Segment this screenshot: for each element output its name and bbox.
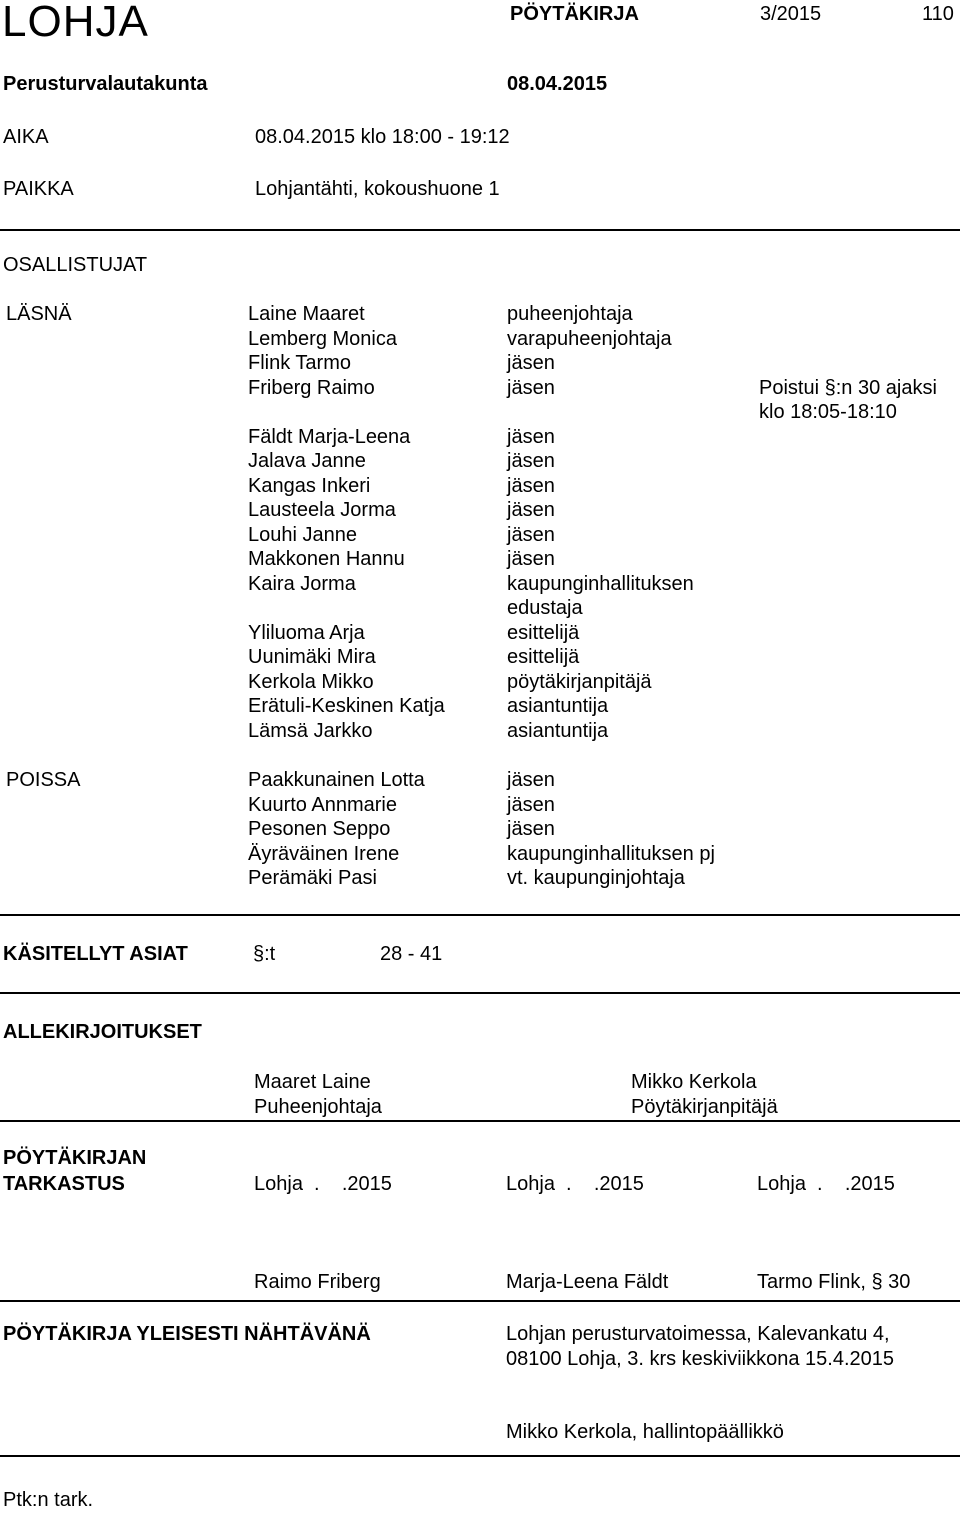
participant-role: jäsen: [507, 769, 555, 791]
participant-name: Fäldt Marja-Leena: [248, 425, 411, 448]
participant-role: puheenjohtaja: [507, 303, 633, 325]
note-line: klo 18:05-18:10: [759, 401, 897, 423]
participant-row: [0, 302, 960, 327]
participant-name: Perämäki Pasi: [248, 867, 377, 889]
review-date: Lohja . .2015: [506, 1173, 644, 1195]
public-location: Lohjan perusturvatoimessa, Kalevankatu 4,: [506, 1323, 890, 1345]
participant-name: Erätuli-Keskinen Katja: [248, 695, 445, 717]
participant-role: asiantuntija: [507, 719, 609, 742]
participant-role: jäsen: [507, 793, 555, 816]
divider: [0, 1455, 960, 1457]
aika-label: AIKA: [3, 126, 49, 148]
role-line: edustaja: [507, 597, 583, 619]
participant-row: [0, 645, 960, 670]
participant-row: [0, 498, 960, 523]
signatures-label: ALLEKIRJOITUKSET: [3, 1021, 202, 1043]
participant-name: Yliluoma Arja: [248, 621, 365, 644]
participant-role: [507, 572, 694, 621]
paikka-value: Lohjantähti, kokoushuone 1: [255, 178, 500, 200]
city-logo: LOHJA: [2, 0, 149, 46]
divider: [0, 1120, 960, 1122]
participant-name: Kangas Inkeri: [248, 474, 371, 497]
participant-row: [0, 817, 960, 842]
role-line: kaupunginhallituksen: [507, 572, 694, 595]
reviewer-name: Marja-Leena Fäldt: [506, 1271, 669, 1293]
divider-top: [0, 229, 960, 231]
handled-label: KÄSITELLYT ASIAT: [3, 943, 188, 965]
meeting-date: 08.04.2015: [507, 73, 608, 95]
participant-row: [0, 572, 960, 621]
participant-row: [0, 523, 960, 548]
participant-role: esittelijä: [507, 646, 580, 668]
review-label: PÖYTÄKIRJAN: [3, 1147, 147, 1169]
participant-name: Laine Maaret: [248, 303, 365, 325]
divider: [0, 992, 960, 994]
participant-row: [0, 793, 960, 818]
review-date: Lohja . .2015: [254, 1173, 392, 1195]
participant-row: [0, 719, 960, 744]
review-label: TARKASTUS: [3, 1173, 125, 1195]
participant-role: pöytäkirjanpitäjä: [507, 670, 652, 693]
participant-name: Makkonen Hannu: [248, 548, 405, 570]
participant-role: asiantuntija: [507, 695, 609, 717]
participant-row: [0, 474, 960, 499]
committee-name: Perusturvalautakunta: [3, 73, 208, 95]
participant-name: Uunimäki Mira: [248, 646, 376, 668]
secretary-title: Pöytäkirjanpitäjä: [631, 1096, 778, 1118]
participant-name: Lämsä Jarkko: [248, 719, 373, 742]
present-list: [0, 302, 960, 743]
participant-name: Paakkunainen Lotta: [248, 769, 425, 791]
present-label: LÄSNÄ: [6, 303, 72, 325]
page-number: 110: [922, 3, 954, 25]
participant-row: [0, 327, 960, 352]
participant-name: Friberg Raimo: [248, 376, 375, 399]
participant-role: jäsen: [507, 499, 555, 521]
participant-role: jäsen: [507, 352, 555, 374]
participant-row: [0, 449, 960, 474]
participant-role: jäsen: [507, 818, 555, 840]
participant-role: jäsen: [507, 376, 555, 399]
chair-name: Maaret Laine: [254, 1071, 371, 1093]
participant-name: Flink Tarmo: [248, 352, 351, 374]
participant-role: jäsen: [507, 450, 555, 472]
divider: [0, 1300, 960, 1302]
doc-number: 3/2015: [760, 3, 822, 25]
paikka-label: PAIKKA: [3, 178, 74, 200]
participant-row: [0, 376, 960, 425]
participant-role: esittelijä: [507, 621, 580, 644]
absent-list: [0, 768, 960, 891]
doc-type: PÖYTÄKIRJA: [510, 3, 639, 25]
divider: [0, 914, 960, 916]
participant-row: [0, 866, 960, 891]
aika-value: 08.04.2015 klo 18:00 - 19:12: [255, 126, 510, 148]
review-date: Lohja . .2015: [757, 1173, 895, 1195]
participant-name: Pesonen Seppo: [248, 818, 391, 840]
participant-name: Lemberg Monica: [248, 327, 397, 350]
public-details: 08100 Lohja, 3. krs keskiviikkona 15.4.2015: [506, 1348, 895, 1370]
participant-row: [0, 768, 960, 793]
participant-role: kaupunginhallituksen pj: [507, 842, 715, 865]
absent-label: POISSA: [6, 769, 81, 791]
participant-role: varapuheenjohtaja: [507, 327, 672, 350]
participant-name: Jalava Janne: [248, 450, 366, 472]
participant-note: [759, 376, 937, 425]
participant-name: Kaira Jorma: [248, 572, 356, 595]
participant-name: Louhi Janne: [248, 523, 357, 546]
participant-row: [0, 694, 960, 719]
participant-row: [0, 351, 960, 376]
reviewer-name: Tarmo Flink, § 30: [757, 1271, 911, 1293]
participant-row: [0, 621, 960, 646]
public-label: PÖYTÄKIRJA YLEISESTI NÄHTÄVÄNÄ: [3, 1323, 371, 1345]
participant-role: jäsen: [507, 474, 555, 497]
public-signer: Mikko Kerkola, hallintopäällikkö: [506, 1421, 784, 1443]
handled-range: 28 - 41: [380, 943, 443, 965]
participant-role: jäsen: [507, 425, 555, 448]
note-line: Poistui §:n 30 ajaksi: [759, 376, 937, 399]
participant-role: jäsen: [507, 548, 555, 570]
participant-row: [0, 547, 960, 572]
participant-row: [0, 425, 960, 450]
participant-name: Äyräväinen Irene: [248, 842, 400, 865]
footer-note: Ptk:n tark.: [3, 1489, 94, 1511]
secretary-name: Mikko Kerkola: [631, 1071, 757, 1093]
participants-heading: OSALLISTUJAT: [3, 254, 148, 276]
chair-title: Puheenjohtaja: [254, 1096, 382, 1118]
participant-name: Kuurto Annmarie: [248, 793, 397, 816]
participant-role: vt. kaupunginjohtaja: [507, 867, 685, 889]
participant-role: jäsen: [507, 523, 555, 546]
participant-row: [0, 842, 960, 867]
handled-section-ref: §:t: [253, 943, 276, 965]
reviewer-name: Raimo Friberg: [254, 1271, 381, 1293]
participant-name: Kerkola Mikko: [248, 670, 374, 693]
participant-name: Lausteela Jorma: [248, 499, 396, 521]
participant-row: [0, 670, 960, 695]
